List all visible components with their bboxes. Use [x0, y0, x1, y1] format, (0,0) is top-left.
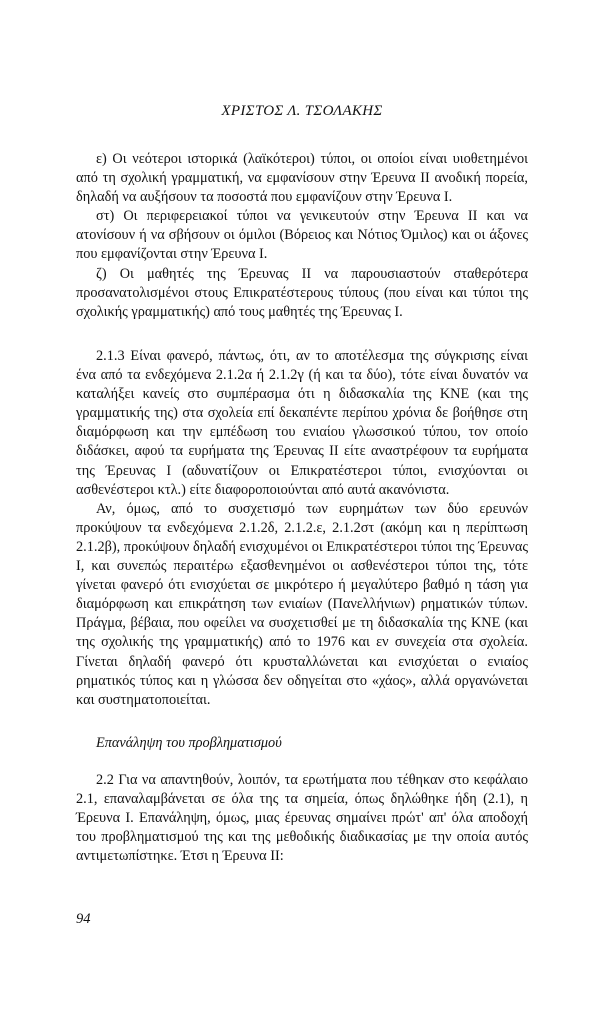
list-block: [76, 150, 528, 322]
paragraph-2-1-3: 2.1.3 Είναι φανερό, πάντως, ότι, αν το αποτέλεσμα της σύγκρισης είναι ένα από τα ενδεχόμενα 2.1.2α ή 2.1.2γ (ή και τα δύο), τότε είναι δυνατόν να καταλήξει κανείς στο συμπέρασμα ότι η διδασκαλία της ΚΝΕ (και της γραμματικής της) στα σχολεία επί δεκαπέντε περίπου χρόνια δε βοήθησε στη διαμόρφωση και την εμπέδωση του ενιαίου γλωσσικού τύπου, τον οποίο διδάσκει, αφού τα ευρήματα της Έρευνας ΙΙ είτε αναστρέφουν τα ευρήματα της Έρευνας Ι (αδυνατίζουν οι Επικρατέστεροι τύποι, ενισχύονται οι ασθενέστεροι κτλ.) είτε διαφοροποιούνται από αυτά ακανόνιστα.: [76, 348, 528, 498]
section-2-2: [76, 771, 528, 866]
paragraph-2-2: 2.2 Για να απαντηθούν, λοιπόν, τα ερωτήματα που τέθηκαν στο κεφάλαιο 2.1, επαναλαμβάνεται σε όλα της τα σημεία, όπως δηλώθηκε ήδη (2.1), η Έρευνα Ι. Επανάληψη, όμως, μιας έρευνας σημαίνει πρώτ' απ' όλα αποδοχή του προβληματισμού της και της μεθοδικής διαδικασίας με την οποία αυτός αντιμετωπίστηκε. Έτσι η Έρευνα ΙΙ:: [76, 772, 528, 865]
paragraph-continuation: Αν, όμως, από το συσχετισμό των ευρημάτων των δύο ερευνών προκύψουν τα ενδεχόμενα 2.1.2δ, 2.1.2.ε, 2.1.2στ (ακόμη και η περίπτωση 2.1.2β), προκύψουν δηλαδή ενισχυμένοι οι Επικρατέστεροι τύποι της Έρευνας Ι, και συνεπώς περαιτέρω εξασθενημένοι οι ασθενέστεροι τύποι της, τότε γίνεται φανερό ότι ενισχύεται σε μικρότερο ή μεγαλύτερο βαθμό η τάση για διαμόρφωση και επικράτηση των ενιαίων (Πανελλήνιων) ρηματικών τύπων. Πράγμα, βέβαια, που οφείλει να συσχετισθεί με τη διδασκαλία της ΚΝΕ (και της σχολικής της γραμματικής) από το 1976 και εν συνεχεία στα σχολεία. Γίνεται δηλαδή φανερό ότι κρυσταλλώνεται και ενισχύεται ο ενιαίος ρηματικός τύπος και η γλώσσα δεν οδηγείται στο «χάος», αλλά οργανώνεται και συστηματοποιείται.: [76, 500, 528, 708]
list-item-z: ζ) Οι μαθητές της Έρευνας ΙΙ να παρουσιαστούν σταθερότερα προσανατολισμένοι στους Επικρατέστερους τύπους (που είναι και τύποι της σχολικής γραμματικής) από τους μαθητές της Έρευνας Ι.: [76, 265, 528, 320]
page-number: 94: [76, 911, 91, 927]
list-item-e: ε) Οι νεότεροι ιστορικά (λαϊκότεροι) τύποι, οι οποίοι είναι υιοθετημένοι από τη σχολική γραμματική, να εμφανίσουν στην Έρευνα ΙΙ ανοδική πορεία, δηλαδή να αυξήσουν τα ποσοστά που εμφανίζουν στην Έρευνα Ι.: [76, 151, 528, 206]
section-heading: Επανάληψη του προβληματισμού: [96, 735, 282, 751]
running-head: ΧΡΙΣΤΟΣ Λ. ΤΣΟΛΑΚΗΣ: [221, 103, 383, 119]
list-item-st: στ) Οι περιφερειακοί τύποι να γενικευτούν στην Έρευνα ΙΙ και να ατονίσουν ή να σβήσουν οι όμιλοι (Βόρειος και Νότιος Όμιλος) και οι άξονες που εμφανίζονται στην Έρευνα Ι.: [76, 208, 528, 263]
section-2-1-3: [76, 347, 528, 710]
